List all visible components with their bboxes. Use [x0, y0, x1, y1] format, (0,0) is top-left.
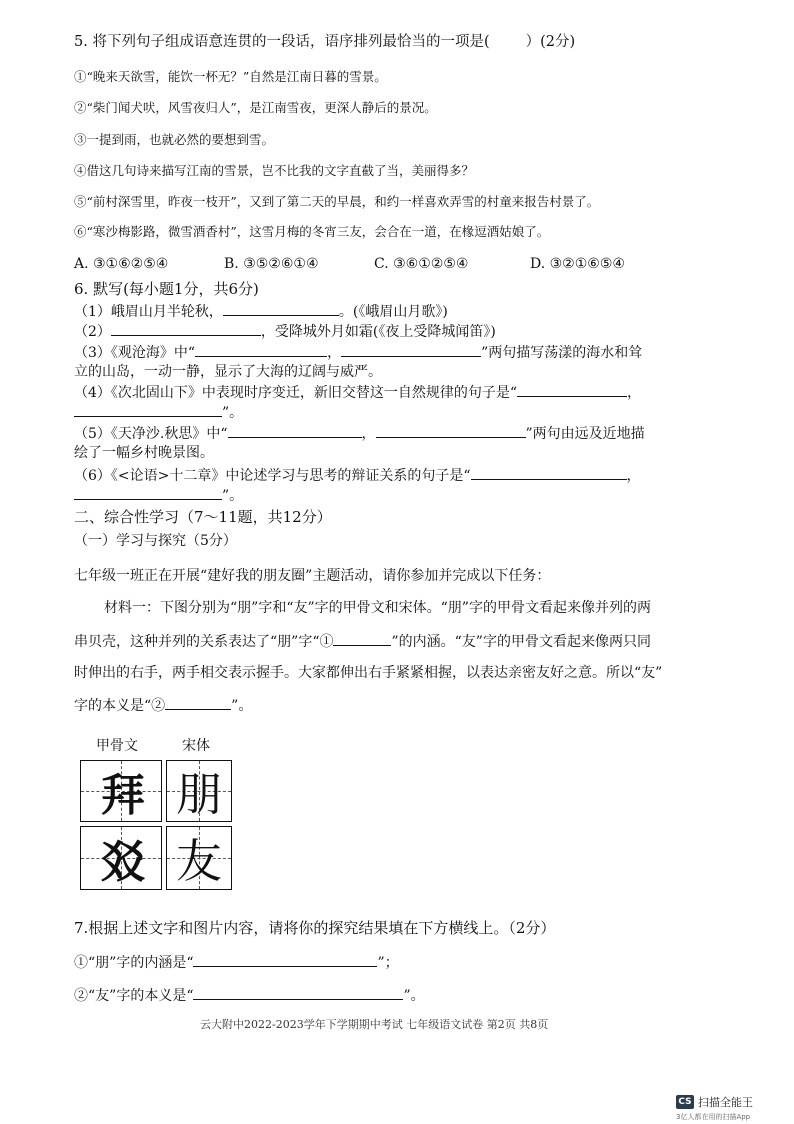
q7-answer-1	[74, 952, 399, 973]
section2-intro: 七年级一班正在开展“建好我的朋友圈”主题活动，请你参加并完成以下任务：	[74, 568, 551, 584]
scanner-tagline: 3亿人都在用的扫描App	[676, 1113, 751, 1121]
material-1-l2-text: 串贝壳，这种并列的关系表达了“朋”字“①	[74, 634, 334, 650]
q6-line-2	[74, 321, 496, 342]
song-you-glyph: 友	[176, 834, 222, 888]
q6-l4-text: （4）《次北固山下》中表现时序变迁，新旧交替这一自然规律的句子是“	[74, 385, 518, 401]
material-1-line-4	[74, 695, 252, 716]
q6-l5-text: （5）《天净沙.秋思》中“	[74, 426, 228, 442]
q6-l5-comma: ，	[361, 426, 376, 442]
q7-a2-text: ②“友”字的本义是“	[74, 988, 194, 1004]
q6-l6-end: ”。	[222, 488, 244, 504]
q6-blank-5b[interactable]	[376, 423, 526, 438]
q7-a1-end: ”；	[377, 955, 399, 971]
q5-item-6: ⑥“寒沙梅影路，微雪酒香村”，这雪月梅的冬宵三友，会合在一道，在椽逗酒姑娘了。	[74, 224, 550, 239]
oracle-peng-cell	[80, 760, 162, 822]
oracle-peng-glyph: 拜	[101, 770, 141, 821]
q6-line-4	[74, 382, 641, 403]
material-blank-2[interactable]	[165, 695, 231, 710]
section2-title: 二、综合性学习（7～11题，共12分）	[74, 508, 332, 526]
q6-blank-5a[interactable]	[228, 423, 362, 438]
q7-blank-2[interactable]	[193, 985, 403, 1000]
q5-item-1: ①“晚来天欲雪，能饮一杯无？”自然是江南日暮的雪景。	[74, 69, 387, 84]
q6-l6-comma: ，	[626, 468, 641, 484]
q7-blank-1[interactable]	[193, 952, 377, 967]
material-1-line-1: 材料一：下图分别为“朋”字和“友”字的甲骨文和宋体。“朋”字的甲骨文看起来像并列的两	[104, 600, 651, 616]
figure-label-song: 宋体	[182, 738, 210, 754]
q6-blank-4b[interactable]	[74, 402, 222, 417]
scanner-app-name: 扫描全能王	[698, 1096, 753, 1109]
q6-title: 6. 默写(每小题1分，共6分)	[74, 280, 259, 298]
section2-subtitle: （一）学习与探究（5分）	[74, 533, 237, 549]
q7-a2-end: ”。	[403, 988, 425, 1004]
material-1-line-3: 时伸出的右手，两手相交表示握手。大家都伸出右手紧紧相握，以表达亲密友好之意。所以“友”	[74, 665, 663, 681]
q5-item-2: ②“柴门闻犬吠，风雪夜归人”，是江南雪夜，更深人静后的景况。	[74, 100, 437, 115]
q6-l4-end: ”。	[222, 405, 244, 421]
q7-answer-2	[74, 985, 425, 1006]
q6-blank-1[interactable]	[223, 301, 339, 316]
q6-l2-num: （2）	[74, 324, 111, 340]
q5-stem-text: 5. 将下列句子组成语意连贯的一段话，语序排列最恰当的一项是(	[74, 34, 490, 50]
q6-line-6-cont	[74, 485, 243, 506]
song-peng-cell	[166, 760, 232, 822]
q5-stem-end: ）(2分)	[525, 34, 576, 50]
q6-line-5	[74, 423, 645, 444]
q6-l1-source: 。(《峨眉山月歌》)	[338, 304, 448, 320]
q6-blank-3b[interactable]	[341, 342, 481, 357]
q6-l6-text: （6）《<论语>十二章》中论述学习与思考的辩证关系的句子是“	[74, 468, 471, 484]
material-blank-1[interactable]	[333, 631, 391, 646]
scanner-logo-icon: CS	[676, 1095, 694, 1109]
oracle-you-glyph: 㸚	[101, 837, 141, 888]
q7-a1-text: ①“朋”字的内涵是“	[74, 955, 194, 971]
q5-option-b: B. ③⑤②⑥①④	[224, 256, 319, 272]
q6-line-3-cont: 立的山岛，一动一静，显示了大海的辽阔与威严。	[74, 364, 382, 380]
song-peng-glyph: 朋	[176, 767, 222, 821]
q6-line-4-cont	[74, 402, 243, 423]
q5-item-5: ⑤“前村深雪里，昨夜一枝开”，又到了第二天的早晨，和约一样喜欢弄雪的村童来报告村景了。	[74, 194, 600, 209]
oracle-you-cell	[80, 826, 162, 890]
q6-l4-comma: ，	[627, 385, 642, 401]
song-you-cell	[166, 826, 232, 890]
q5-item-3: ③一提到雨，也就必然的要想到雪。	[74, 132, 275, 147]
q5-stem	[74, 32, 575, 52]
q6-blank-3a[interactable]	[195, 342, 327, 357]
q6-l2-text: ，受降城外月如霜(《夜上受降城闻笛》)	[260, 324, 496, 340]
q6-l1-text: （1）峨眉山月半轮秋，	[74, 304, 223, 320]
q6-l5-tail: ”两句由远及近地描	[525, 426, 645, 442]
q6-l3-tail: ”两句描写荡漾的海水和耸	[481, 345, 643, 361]
material-1-l2-tail: ”的内涵。“友”字的甲骨文看起来像两只同	[391, 634, 651, 650]
q6-line-5-cont: 绘了一幅乡村晚景图。	[74, 445, 214, 461]
q5-item-4: ④借这几句诗来描写江南的雪景，岂不比我的文字直截了当，美丽得多？	[74, 163, 475, 178]
q5-option-c: C. ③⑥①②⑤④	[374, 256, 469, 272]
q5-option-a: A. ③①⑥②⑤④	[74, 256, 169, 272]
q6-l3-text: （3）《观沧海》中“	[74, 345, 196, 361]
q7-stem: 7.根据上述文字和图片内容，请将你的探究结果填在下方横线上。（2分）	[74, 919, 556, 937]
q6-blank-2[interactable]	[111, 321, 261, 336]
q6-blank-4a[interactable]	[517, 382, 627, 397]
figure-label-oracle: 甲骨文	[96, 738, 138, 754]
material-1-l4-end: ”。	[231, 698, 253, 714]
q6-line-6	[74, 465, 641, 486]
q6-l3-comma: ，	[327, 345, 342, 361]
q5-option-d: D. ③②①⑥⑤④	[530, 256, 625, 272]
page-footer: 云大附中2022-2023学年下学期期中考试 七年级语文试卷 第2页 共8页	[200, 1018, 549, 1031]
material-1-line-2	[74, 631, 651, 652]
q6-blank-6a[interactable]	[471, 465, 627, 480]
q6-line-1	[74, 301, 448, 322]
q6-blank-6b[interactable]	[74, 485, 222, 500]
material-1-l4-text: 字的本义是“②	[74, 698, 166, 714]
q6-line-3	[74, 342, 642, 363]
